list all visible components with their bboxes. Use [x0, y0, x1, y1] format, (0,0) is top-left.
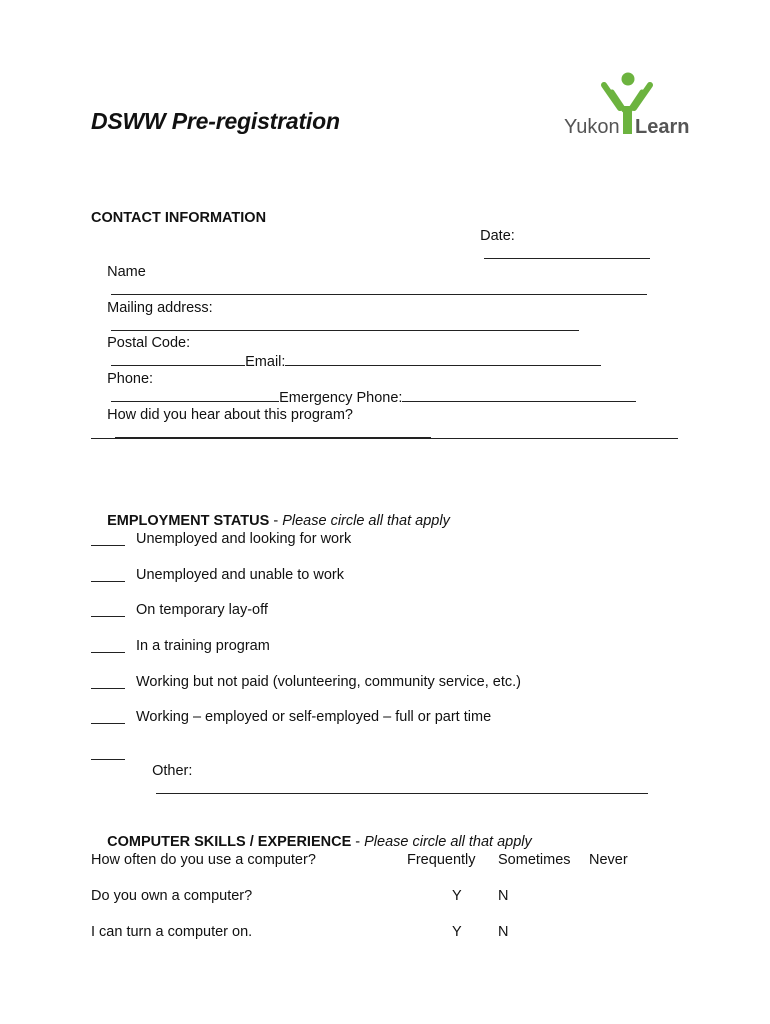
choice-frequently[interactable]: Frequently [407, 852, 476, 868]
employment-option-6-label: Other: [152, 763, 193, 779]
computer-heading: COMPUTER SKILLS / EXPERIENCE [107, 834, 352, 850]
employment-heading: EMPLOYMENT STATUS [107, 513, 270, 529]
employment-option-4-blank[interactable] [91, 674, 125, 689]
other-blank[interactable] [156, 780, 648, 794]
computer-question-1: Do you own a computer? [91, 888, 253, 904]
choice-never[interactable]: Never [589, 852, 628, 868]
employment-option-6-field[interactable] [136, 744, 648, 817]
name-label: Name [107, 264, 146, 280]
logo-text-learn: Learn [635, 116, 690, 138]
employment-option-5-blank[interactable] [91, 709, 125, 724]
employment-option-6-blank[interactable] [91, 745, 125, 760]
turn-on-choice-n[interactable]: N [498, 924, 509, 940]
email-label: Email: [245, 354, 286, 370]
phone-label: Phone: [107, 371, 154, 387]
yukon-learn-logo [562, 70, 702, 140]
emergency-label: Emergency Phone: [279, 390, 403, 406]
computer-question-2: I can turn a computer on. [91, 924, 253, 940]
employment-option-2-blank[interactable] [91, 602, 125, 617]
choice-sometimes[interactable]: Sometimes [498, 852, 571, 868]
postal-label: Postal Code: [107, 335, 191, 351]
employment-option-1-blank[interactable] [91, 567, 125, 582]
own-computer-choice-y[interactable]: Y [452, 888, 462, 904]
contact-heading: CONTACT INFORMATION [91, 210, 267, 226]
computer-separator: - [351, 834, 365, 850]
employment-option-1-label: Unemployed and unable to work [136, 567, 344, 583]
employment-option-3-blank[interactable] [91, 638, 125, 653]
own-computer-choice-n[interactable]: N [498, 888, 509, 904]
employment-separator: - [269, 513, 283, 529]
hear-blank-continued[interactable] [91, 425, 678, 439]
mailing-label: Mailing address: [107, 300, 213, 316]
yukon-learn-logo-graphic [562, 70, 702, 140]
employment-instruction: Please circle all that apply [282, 513, 450, 529]
hear-label: How did you hear about this program? [107, 407, 353, 423]
date-label: Date: [480, 228, 515, 244]
employment-option-2-label: On temporary lay-off [136, 602, 268, 618]
employment-option-0-label: Unemployed and looking for work [136, 531, 352, 547]
employment-option-3-label: In a training program [136, 638, 270, 654]
emergency-blank[interactable] [402, 388, 636, 402]
employment-option-0-blank[interactable] [91, 531, 125, 546]
turn-on-choice-y[interactable]: Y [452, 924, 462, 940]
computer-instruction: Please circle all that apply [364, 834, 532, 850]
employment-option-5-label: Working – employed or self-employed – full or part time [136, 709, 492, 725]
computer-question-0: How often do you use a computer? [91, 852, 316, 868]
logo-text-yukon: Yukon [564, 116, 620, 138]
page-title: DSWW Pre-registration [91, 108, 340, 134]
employment-option-4-label: Working but not paid (volunteering, community service, etc.) [136, 674, 521, 690]
